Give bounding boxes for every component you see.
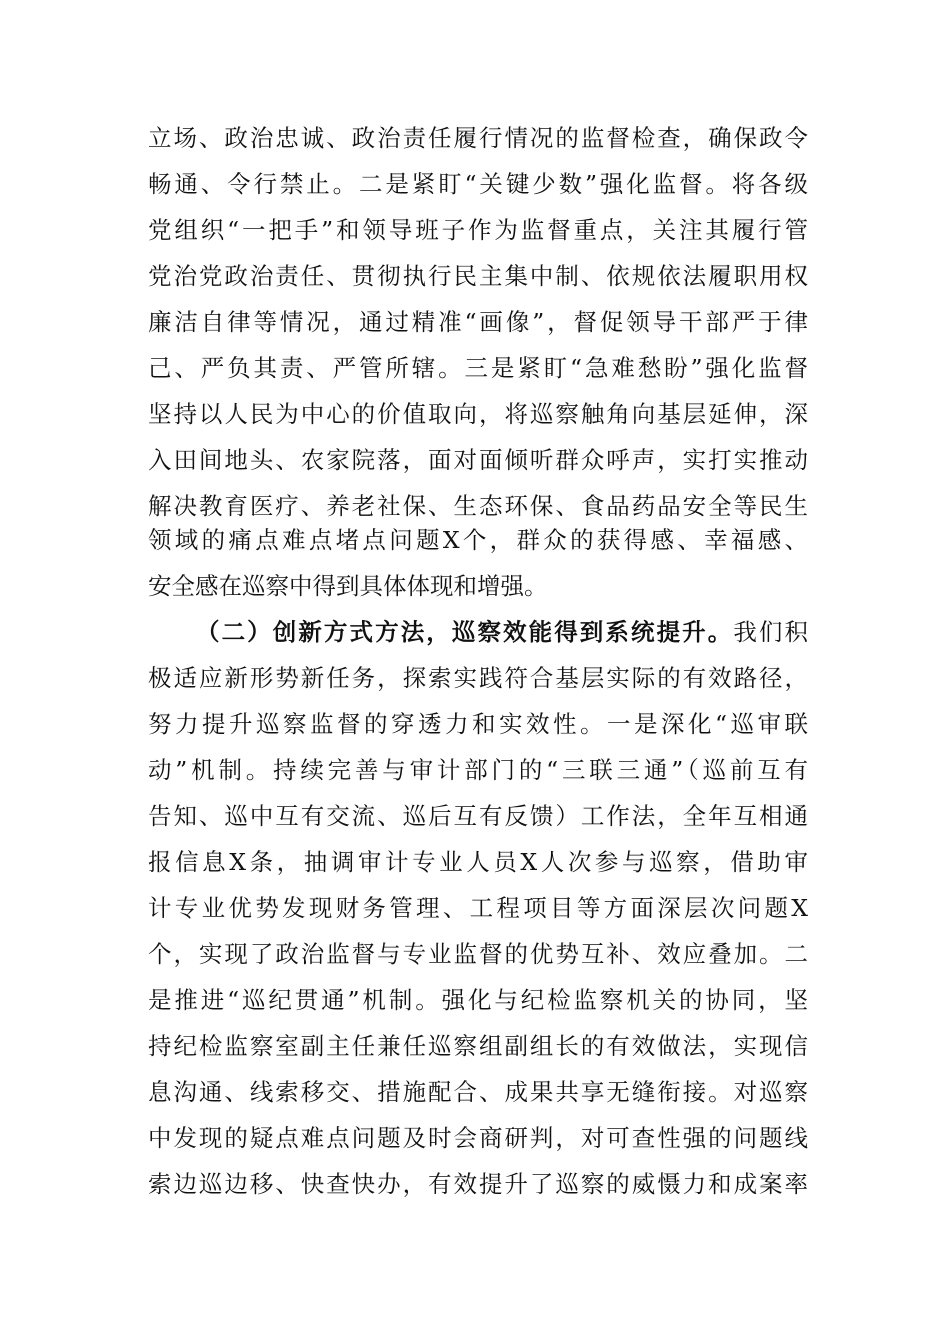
paragraph-line: 告知、巡中互有交流、巡后互有反馈）工作法，全年互相通 [148,802,808,830]
paragraph-line: 解决教育医疗、养老社保、生态环保、食品药品安全等民生 [148,492,808,520]
paragraph-line: 报信息X条，抽调审计专业人员X人次参与巡察，借助审 [148,848,808,876]
paragraph-line: 索边巡边移、快查快办，有效提升了巡察的威慑力和成案率 [148,1170,808,1198]
paragraph-line: 己、严负其责、严管所辖。三是紧盯“急难愁盼”强化监督 [148,354,808,382]
paragraph-line: 极适应新形势新任务，探索实践符合基层实际的有效路径， [148,664,808,692]
paragraph-line: 持纪检监察室副主任兼任巡察组副组长的有效做法，实现信 [148,1032,808,1060]
paragraph-line: 立场、政治忠诚、政治责任履行情况的监督检查，确保政令 [148,124,808,152]
paragraph-line: 畅通、令行禁止。二是紧盯“关键少数”强化监督。将各级 [148,170,808,198]
paragraph-line: 党组织“一把手”和领导班子作为监督重点，关注其履行管 [148,216,808,244]
paragraph-line: 坚持以人民为中心的价值取向，将巡察触角向基层延伸，深 [148,400,808,428]
paragraph-line: 入田间地头、农家院落，面对面倾听群众呼声，实打实推动 [148,446,808,474]
paragraph-line: 中发现的疑点难点问题及时会商研判，对可查性强的问题线 [148,1124,808,1152]
section-heading-line [196,613,808,651]
section-heading: （二）创新方式方法，巡察效能得到系统提升。 [196,618,734,646]
paragraph-line: 党治党政治责任、贯彻执行民主集中制、依规依法履职用权 [148,262,808,290]
paragraph-line: 是推进“巡纪贯通”机制。强化与纪检监察机关的协同，坚 [148,986,808,1014]
paragraph-line: 努力提升巡察监督的穿透力和实效性。一是深化“巡审联 [148,710,808,738]
paragraph-line: 廉洁自律等情况，通过精准“画像”，督促领导干部严于律 [148,308,808,336]
paragraph-line: 计专业优势发现财务管理、工程项目等方面深层次问题X [148,894,808,922]
paragraph-line: 领域的痛点难点堵点问题X个，群众的获得感、幸福感、 [148,526,808,554]
paragraph-line: 个，实现了政治监督与专业监督的优势互补、效应叠加。二 [148,940,808,968]
paragraph-line: 息沟通、线索移交、措施配合、成果共享无缝衔接。对巡察 [148,1078,808,1106]
section-heading-rest: 我们积 [733,618,809,646]
paragraph-line: 安全感在巡察中得到具体体现和增强。 [148,572,548,600]
paragraph-line: 动”机制。持续完善与审计部门的“三联三通”（巡前互有 [148,756,808,784]
